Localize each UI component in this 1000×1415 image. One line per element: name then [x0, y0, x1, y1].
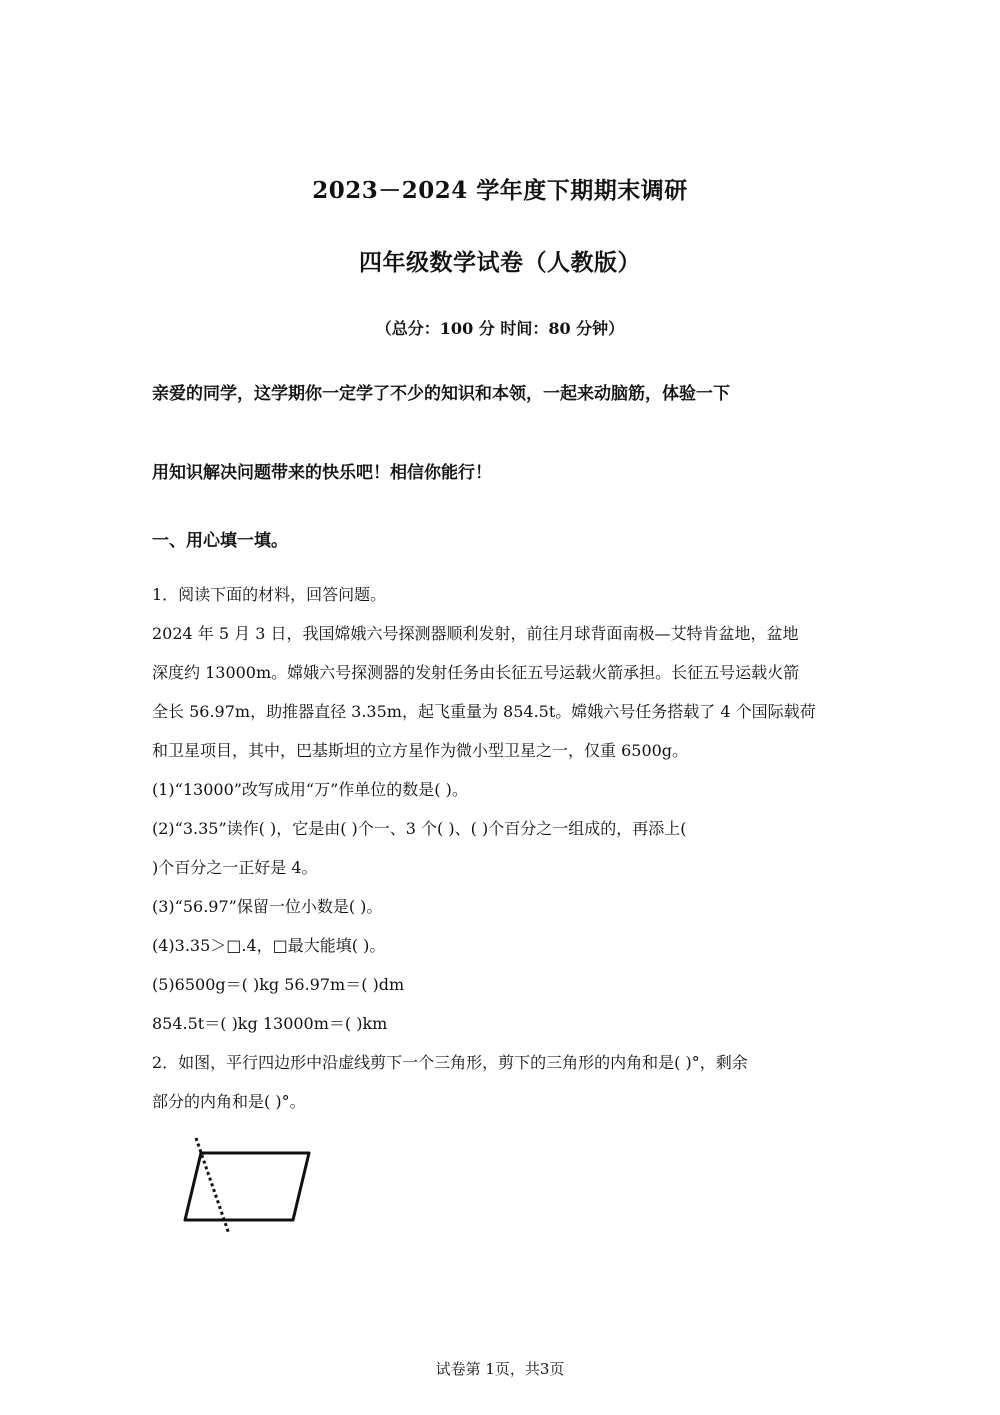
section-heading: 一、用心填一填。 [152, 531, 288, 551]
sub-question: (1)“13000”改写成用“万”作单位的数是( )。 [152, 780, 468, 799]
intro-line-1: 亲爱的同学，这学期你一定学了不少的知识和本领，一起来动脑筋，体验一下 [152, 384, 730, 404]
sub-question: (3)“56.97”保留一位小数是( )。 [152, 897, 383, 916]
passage-line: 和卫星项目，其中，巴基斯坦的立方星作为微小型卫星之一，仅重 6500g。 [152, 741, 689, 760]
sub-question: (5)6500g＝( )kg 56.97m＝( )dm [152, 975, 405, 994]
question-2-line-2: 部分的内角和是( )°。 [152, 1092, 306, 1111]
question-1-stem: 1．阅读下面的材料，回答问题。 [152, 585, 387, 604]
passage-line: 2024 年 5 月 3 日，我国嫦娥六号探测器顺利发射，前往月球背面南极—艾特肯盆地，盆地 [152, 624, 799, 643]
passage-line: 深度约 13000m。嫦娥六号探测器的发射任务由长征五号运载火箭承担。长征五号运载火箭 [152, 663, 800, 682]
intro-line-2: 用知识解决问题带来的快乐吧！相信你能行！ [152, 463, 492, 483]
sub-question: (4)3.35＞□.4，□最大能填( )。 [152, 936, 386, 955]
parallelogram-figure [176, 1134, 316, 1238]
exam-title: 2023－2024 学年度下期期末调研 [312, 177, 688, 204]
page-footer: 试卷第 1页，共3页 [435, 1360, 565, 1378]
exam-subtitle: 四年级数学试卷（人教版） [359, 249, 641, 276]
score-time-info: （总分：100 分 时间：80 分钟） [375, 319, 625, 338]
sub-question: )个百分之一正好是 4。 [152, 858, 318, 877]
passage-line: 全长 56.97m，助推器直径 3.35m，起飞重量为 854.5t。嫦娥六号任务搭载了 4 个国际载荷 [152, 702, 816, 721]
question-2-line-1: 2．如图，平行四边形中沿虚线剪下一个三角形，剪下的三角形的内角和是( )°，剩余 [152, 1053, 748, 1072]
sub-question: 854.5t＝( )kg 13000m＝( )km [152, 1014, 388, 1033]
sub-question: (2)“3.35”读作( )，它是由( )个一、3 个( )、( )个百分之一组成的，再添上( [152, 819, 687, 838]
